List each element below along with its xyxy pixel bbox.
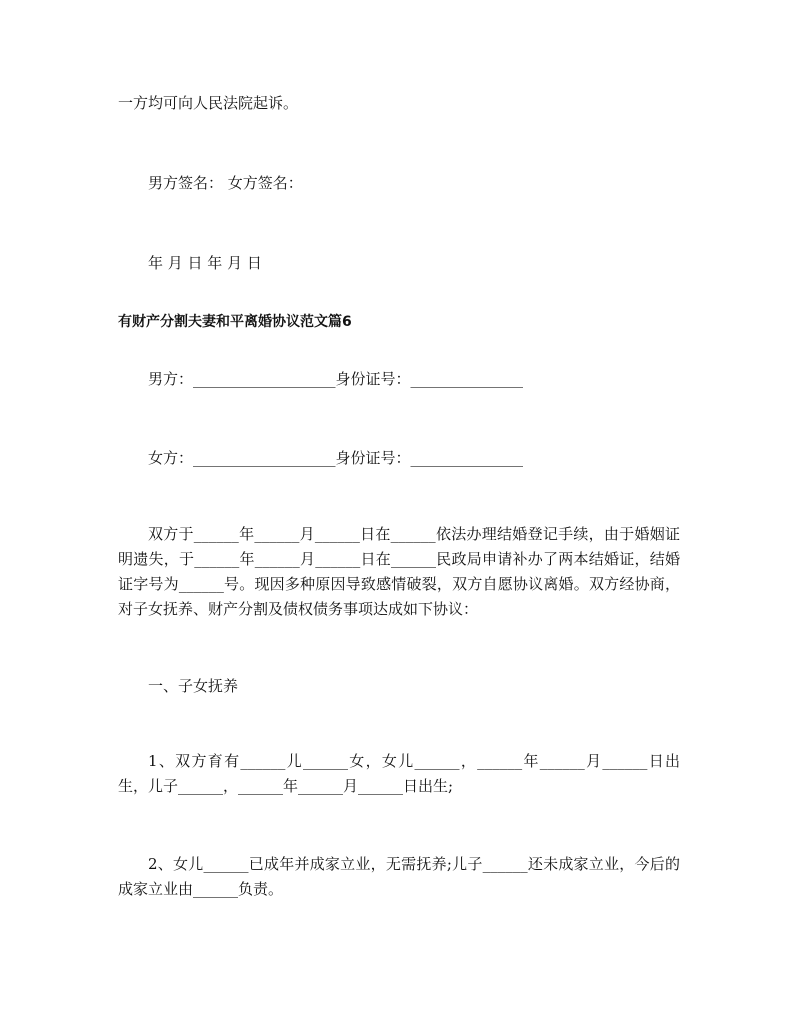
date-line: 年 月 日 年 月 日	[148, 254, 262, 272]
signature-line: 男方签名： 女方签名：	[148, 174, 303, 192]
male-info-line: 男方：___________________身份证号：_______________	[148, 370, 524, 388]
item-2-paragraph: 2、女儿______已成年并成家立业，无需抚养;儿子______还未成家立业，今后的成家立业由______负责。	[118, 855, 680, 898]
text-line-lawsuit: 一方均可向人民法院起诉。	[118, 94, 299, 112]
female-info-line: 女方：___________________身份证号：_______________	[148, 449, 524, 467]
intro-paragraph: 双方于______年______月______日在______依法办理结婚登记手续，由于婚姻证明遗失，于______年______月______日在______民政局申请补办了两本结婚证，结婚证字号为______号。现因多种原因导致感情破裂，双方自愿协议离婚。双方经协商，对子女抚养、财产分割及债权债务事项达成如下协议：	[118, 525, 680, 618]
item-1-paragraph: 1、双方育有______儿______女，女儿______，______年______月______日出生，儿子______，______年______月______日出生;	[118, 752, 680, 795]
section-title: 有财产分割夫妻和平离婚协议范文篇6	[118, 314, 352, 330]
child-custody-heading: 一、子女抚养	[148, 677, 239, 695]
